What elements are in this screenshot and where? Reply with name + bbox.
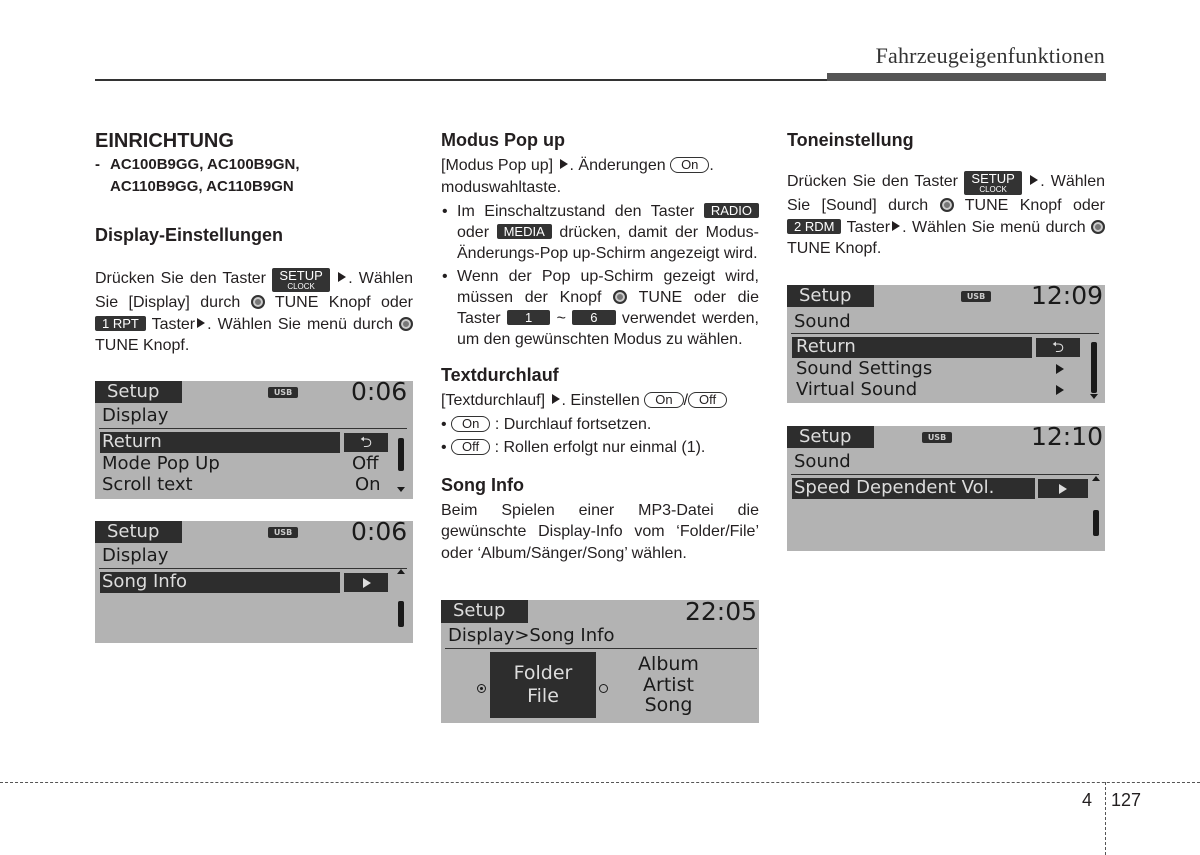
arrow-right-icon — [338, 272, 346, 282]
return-icon: ⮌ — [1036, 338, 1080, 357]
display-instructions: Drücken Sie den Taster SETUP CLOCK . Wählen Sie [Display] durch TUNE Knopf oder 1 RPT Taster . Wählen Sie menü durch TUNE Knopf. — [95, 268, 414, 354]
key-6: 6 — [572, 310, 615, 325]
lcd-time: 12:10 — [1031, 426, 1104, 451]
scrollbar — [1093, 510, 1099, 536]
model-list — [95, 154, 413, 198]
key-media: MEDIA — [497, 224, 552, 239]
scrollbar — [1091, 342, 1097, 393]
lcd-time: 0:06 — [351, 381, 408, 406]
subheading-display: Display-Einstellungen — [95, 225, 284, 245]
lcd-value: Off — [352, 453, 379, 474]
lcd-item-song-info: Song Info — [102, 571, 188, 592]
radio-selected-icon — [477, 684, 486, 693]
scroll-up-icon — [1092, 476, 1100, 481]
lcd-rule — [99, 568, 407, 569]
text: moduswahltaste. — [441, 178, 562, 196]
key-1: 1 — [507, 310, 550, 325]
pill-on: On — [451, 416, 490, 432]
lcd-crumb: Display>Song Info — [448, 625, 615, 646]
lcd-display-menu — [95, 381, 413, 499]
setup-clock-key: SETUP CLOCK — [272, 268, 330, 292]
running-header: Fahrzeugeigenfunktionen — [875, 43, 1105, 68]
lcd-item-virtual-sound: Virtual Sound — [796, 379, 918, 400]
tune-knob-icon — [1091, 220, 1105, 234]
lcd-item-mode-pop-up: Mode Pop Up — [102, 453, 220, 474]
arrow-right-icon — [1030, 175, 1038, 185]
usb-badge: USB — [268, 387, 298, 398]
subheading-toneinstellung: Toneinstellung — [787, 130, 914, 150]
arrow-right-icon — [1059, 484, 1067, 494]
arrow-right-icon — [363, 578, 371, 588]
pill-off: Off — [451, 439, 490, 455]
lcd-item-scroll-text: Scroll text — [102, 474, 193, 495]
return-icon: ⮌ — [344, 433, 388, 452]
scrollbar — [398, 601, 404, 627]
arrow-right-icon — [1056, 364, 1064, 374]
lcd-song-info-select — [441, 600, 759, 723]
model-line-1: AC100B9GG, AC100B9GN, — [110, 156, 300, 173]
option-folder-file: Folder File — [490, 652, 596, 718]
text: Taster — [151, 315, 196, 333]
scroll-up-icon — [397, 569, 405, 574]
radio-unselected-icon — [599, 684, 608, 693]
usb-badge: USB — [922, 432, 952, 443]
footer-dashed-rule — [0, 782, 1200, 783]
lcd-item-speed-dependent-vol: Speed Dependent Vol. — [794, 477, 995, 498]
lcd-rule — [99, 428, 407, 429]
text: . Änderungen — [569, 157, 666, 174]
option-album-artist-song: Album Artist Song — [638, 653, 699, 716]
lcd-crumb: Display — [102, 545, 169, 566]
column-3 — [787, 128, 1105, 260]
header-bar — [827, 73, 1106, 81]
sound-instructions: Drücken Sie den Taster SETUP CLOCK . Wählen Sie [Sound] durch TUNE Knopf oder 2 RDM Taster . Wählen Sie menü durch TUNE Knopf. — [787, 171, 1106, 257]
lcd-display-song-info — [95, 521, 413, 643]
key-radio: RADIO — [704, 203, 759, 218]
key-2-rdm: 2 RDM — [787, 219, 841, 234]
arrow-right-icon — [560, 159, 568, 169]
tune-knob-icon — [940, 198, 954, 212]
lcd-item-sound-settings: Sound Settings — [796, 358, 933, 379]
usb-badge: USB — [268, 527, 298, 538]
text: Drücken Sie den Taster — [95, 270, 266, 287]
lcd-item-return: Return — [796, 336, 856, 357]
lcd-crumb: Sound — [794, 451, 851, 472]
lcd-tab: Setup — [787, 426, 874, 448]
lcd-tab: Setup — [441, 600, 528, 623]
lcd-rule — [791, 333, 1099, 334]
subheading-song-info: Song Info — [441, 474, 524, 495]
lcd-item-return: Return — [102, 431, 162, 452]
list-item: • Wenn der Pop up-Schirm gezeigt wird, müssen der Knopf TUNE oder die Taster 1 ~ 6 verwendet werden, um den gewünschten Modus zu wählen. — [441, 266, 759, 350]
lcd-time: 0:06 — [351, 521, 408, 546]
text: Wählen Sie [Display] durch — [95, 270, 413, 311]
arrow-right-icon — [892, 221, 900, 231]
modus-text — [441, 155, 759, 198]
text: [Modus Pop up] — [441, 157, 554, 174]
lcd-tab: Setup — [95, 521, 182, 543]
text: Knopf oder — [328, 294, 414, 311]
pill-off: Off — [688, 392, 727, 408]
arrow-right-icon — [197, 318, 205, 328]
song-info-text: Beim Spielen einer MP3-Datei die gewünschte Display-Info vom ‘Folder/File’ oder ‘Album/Sänger/Song’ wählen. — [441, 501, 759, 562]
lcd-sound-speed-vol — [787, 426, 1105, 551]
text: TUNE Knopf. — [95, 337, 190, 354]
tune-knob-icon — [251, 295, 265, 309]
subheading-modus-pop-up: Modus Pop up — [441, 130, 565, 150]
column-1 — [95, 128, 413, 357]
lcd-crumb: Sound — [794, 311, 851, 332]
modus-bullets — [441, 201, 759, 350]
setup-clock-key: SETUP CLOCK — [964, 171, 1022, 195]
model-line-2: AC110B9GG, AC110B9GN — [110, 178, 294, 195]
usb-badge: USB — [961, 291, 991, 302]
lcd-value: On — [355, 474, 381, 495]
scroll-down-icon — [1090, 394, 1098, 399]
lcd-rule — [791, 474, 1099, 475]
footer-dashed-divider — [1105, 782, 1106, 855]
model-dash: - — [95, 156, 100, 173]
text-bullet-on: • On : Durchlauf fortsetzen. — [441, 415, 652, 433]
lcd-tab: Setup — [787, 285, 874, 307]
list-item: • Im Einschaltzustand den Taster RADIO oder MEDIA drücken, damit der Modus-Änderungs-Pop up-Schirm angezeigt wird. — [441, 201, 759, 264]
lcd-tab: Setup — [95, 381, 182, 403]
lcd-crumb: Display — [102, 405, 169, 426]
lcd-sound-menu — [787, 285, 1105, 403]
subheading-textdurchlauf: Textdurchlauf — [441, 365, 559, 385]
text: . — [709, 157, 714, 174]
column-2 — [441, 128, 759, 564]
lcd-rule — [445, 648, 757, 649]
header-rule — [95, 79, 827, 81]
pill-on: On — [644, 392, 683, 408]
lcd-time: 22:05 — [685, 600, 758, 626]
chapter-number: 4 — [1082, 790, 1093, 810]
key-1-rpt: 1 RPT — [95, 316, 146, 331]
text-bullet-off: • Off : Rollen erfolgt nur einmal (1). — [441, 439, 706, 456]
text-scroll-text: [Textdurchlauf] . Einstellen On / Off — [441, 390, 759, 412]
text: menü durch — [306, 315, 393, 333]
text: TUNE — [274, 294, 319, 311]
tune-knob-icon — [399, 317, 413, 331]
section-heading: EINRICHTUNG — [95, 130, 234, 152]
scroll-down-icon — [397, 487, 405, 492]
pill-on: On — [670, 157, 709, 173]
arrow-right-icon — [1056, 385, 1064, 395]
tune-knob-icon — [613, 290, 627, 304]
scrollbar — [398, 438, 404, 471]
text: . Wählen Sie — [207, 315, 301, 333]
arrow-right-icon — [552, 394, 560, 404]
lcd-time: 12:09 — [1031, 285, 1104, 310]
page-number: 127 — [1111, 790, 1142, 810]
